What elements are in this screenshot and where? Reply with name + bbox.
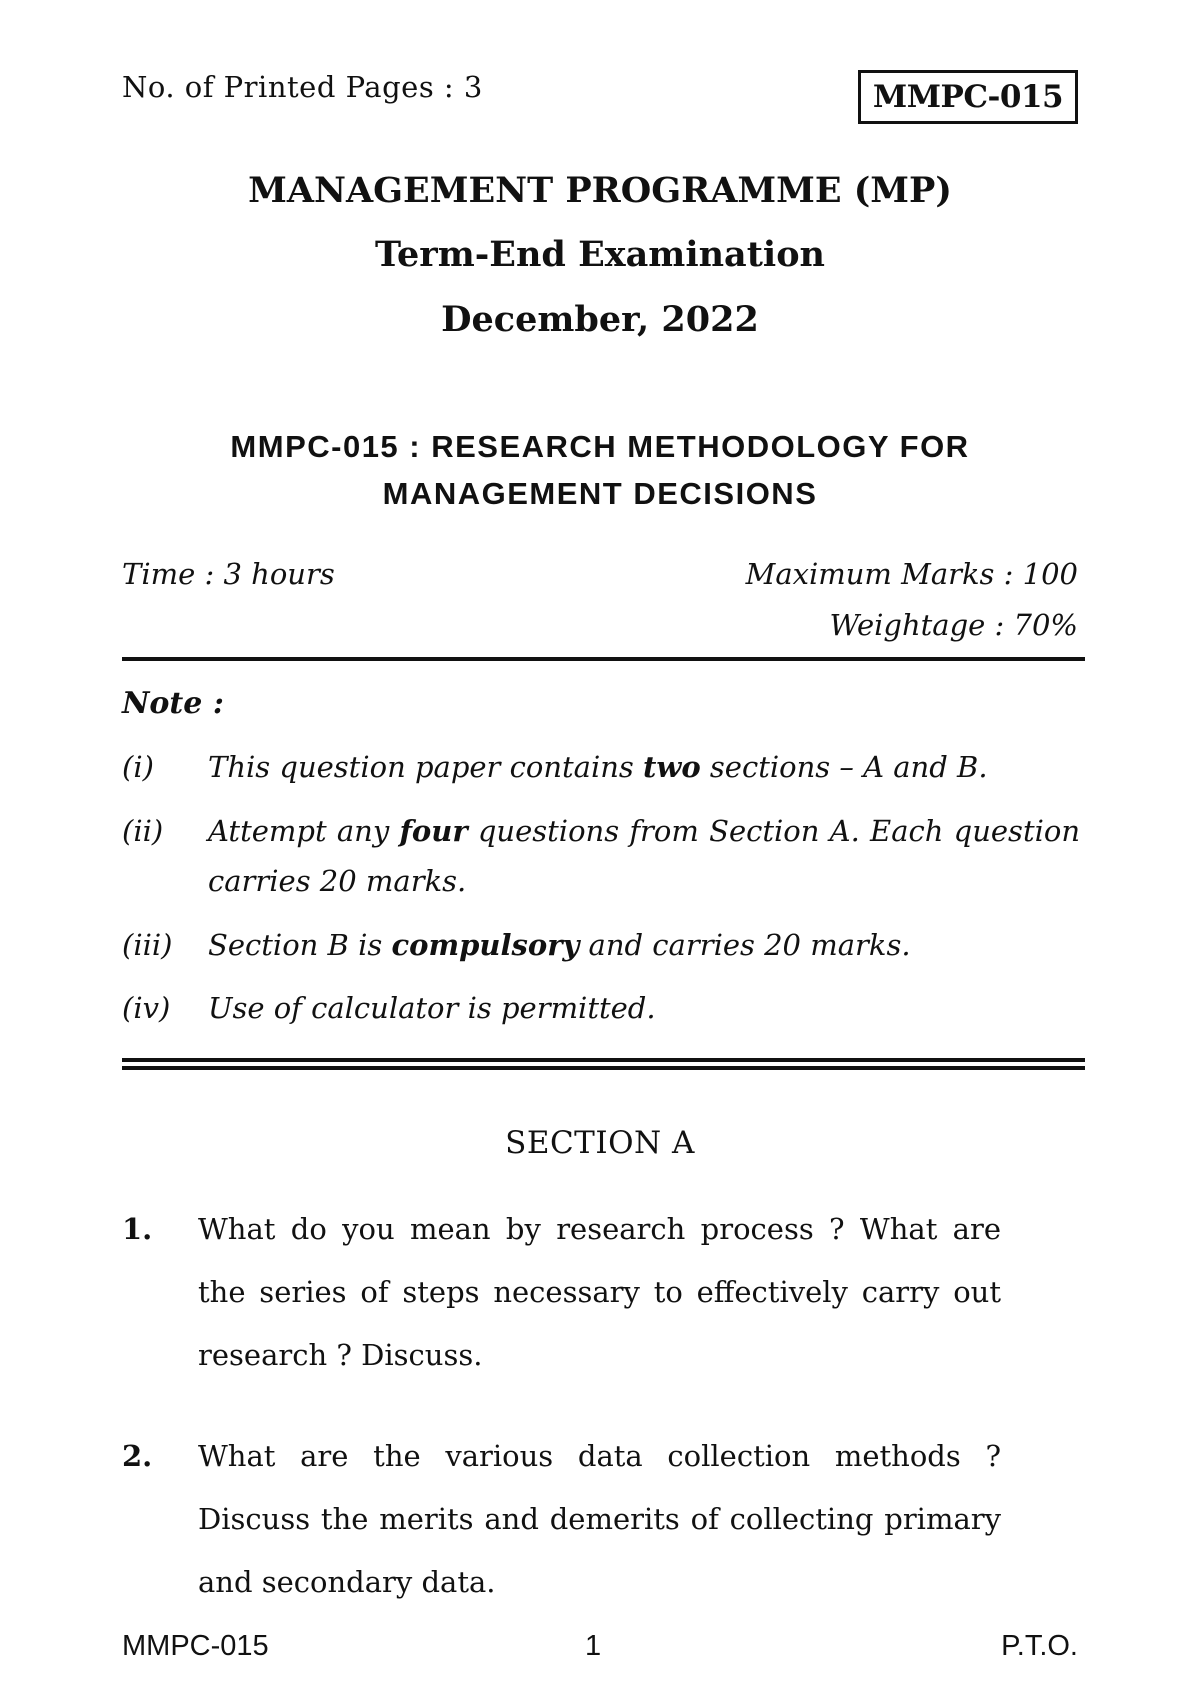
note-text: Attempt any four questions from Section A. Each question carries 20 marks. xyxy=(208,814,1081,898)
footer-pto: P.T.O. xyxy=(1001,1630,1078,1662)
time-allowed: Time : 3 hours xyxy=(122,557,335,591)
note-number: (i) xyxy=(122,750,154,784)
course-code-box: MMPC-015 xyxy=(858,70,1078,124)
question-text: What are the various data collection methods ? Discuss the merits and demerits of collecting primary and secondary data. xyxy=(198,1439,1001,1599)
course-title xyxy=(0,423,1200,517)
note-label: Note : xyxy=(122,686,224,721)
note-text: Section B is compulsory and carries 20 marks. xyxy=(208,928,911,962)
exam-title: Term-End Examination xyxy=(374,234,825,275)
maximum-marks: Maximum Marks : 100 xyxy=(745,557,1078,591)
double-rule-top xyxy=(122,1058,1085,1062)
question-number: 2. xyxy=(122,1439,153,1473)
question-number: 1. xyxy=(122,1212,153,1246)
programme-title: MANAGEMENT PROGRAMME (MP) xyxy=(248,170,952,211)
question-text: What do you mean by research process ? What are the series of steps necessary to effectively carry out research ? Discuss. xyxy=(198,1212,1001,1372)
weightage: Weightage : 70% xyxy=(829,608,1078,642)
note-number: (iii) xyxy=(122,928,173,962)
divider-rule xyxy=(122,657,1085,661)
exam-date: December, 2022 xyxy=(441,299,759,340)
note-text: This question paper contains two sections – A and B. xyxy=(208,750,988,784)
footer-page-number: 1 xyxy=(585,1630,602,1662)
section-heading: SECTION A xyxy=(505,1125,695,1161)
course-title-line-2: MANAGEMENT DECISIONS xyxy=(382,476,818,511)
note-text: Use of calculator is permitted. xyxy=(208,991,656,1025)
double-rule-bottom xyxy=(122,1066,1085,1070)
printed-pages-count: No. of Printed Pages : 3 xyxy=(122,70,483,104)
note-number: (iv) xyxy=(122,991,171,1025)
footer-course-code: MMPC-015 xyxy=(122,1630,269,1662)
course-title-line-1: MMPC-015 : RESEARCH METHODOLOGY FOR xyxy=(230,429,970,464)
note-number: (ii) xyxy=(122,814,164,848)
